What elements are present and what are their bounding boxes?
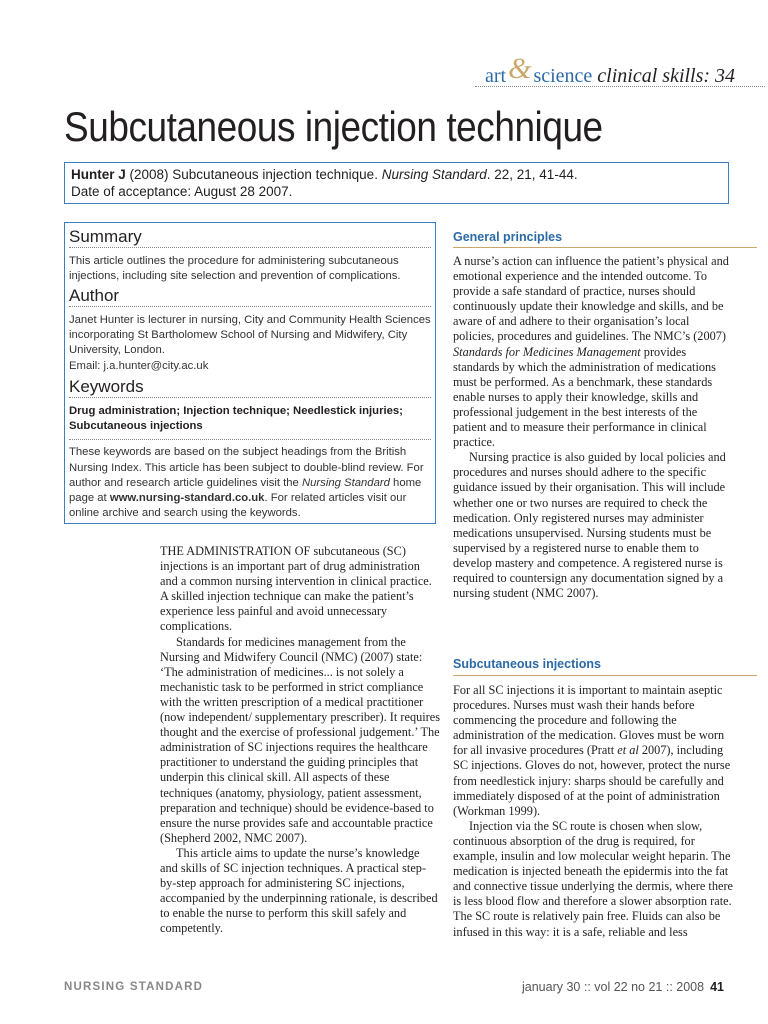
sc-paragraph-2: Injection via the SC route is chosen when slow, continuous absorption of the drug is required, for example, insulin and low molecular weight heparin. The medication is injected beneath the epidermis into the fat and connective tissue underlying the dermis, where there is less blood flow and therefore a slower absorption rate. The SC route is relatively pain free. Fluids can also be infused in this way: it is a safe, reliable and less	[453, 818, 734, 939]
author-rule	[69, 306, 431, 307]
keywords-heading: Keywords	[69, 377, 144, 396]
citation-text: (2008) Subcutaneous injection technique.	[125, 167, 382, 182]
keywords-note-3: . For related articles visit our online archive and search using the keywords.	[69, 492, 407, 520]
citation-ref: . 22, 21, 41-44.	[486, 167, 578, 182]
keywords-section	[65, 377, 435, 521]
summary-section	[65, 227, 435, 284]
keywords-list: Drug administration; Injection technique; Needlestick injuries; Subcutaneous injections	[69, 405, 403, 433]
gp1-italic: Standards for Medicines Management	[453, 344, 641, 359]
header-science: science	[533, 65, 593, 87]
citation-author: Hunter J	[71, 167, 126, 182]
general-principles-paragraph-2: Nursing practice is also guided by local policies and procedures and nurses should adhere to the specific guidance issued by their organisation. This will include whether one or two nurses are required to check the medication. Only registered nurses may administer medications unsupervised. Nursing students must be supervised by a registered nurse to enable them to develop mastery and competence. A registered nurse is required to countersign any documentation signed by a nursing student (NMC 2007).	[453, 450, 726, 601]
footer-page-number: 41	[710, 980, 724, 994]
general-principles-heading: General principles	[453, 230, 563, 244]
footer-issue	[522, 980, 724, 994]
header-art: art	[485, 65, 507, 87]
footer-date: january 30 :: vol 22 no 21 :: 2008	[522, 980, 705, 994]
sc1-text-a: For all SC injections it is important to maintain aseptic procedures. Nurses must wash their hands before commencing the procedure and following the administration of the medication. Gloves must be worn for all invasive procedures (Pratt	[453, 683, 725, 758]
gp1-text-a: A nurse’s action can influence the patient’s physical and emotional experience and the intended outcome. To provide a safe standard of practice, nurses should continuously update their knowledge and skills, and be aware of and adhere to their organisation’s local policies, procedures and guidelines. The NMC’s (2007)	[453, 254, 729, 344]
journal-url-link[interactable]: www.nursing-standard.co.uk	[109, 492, 265, 505]
standards-paragraph: Standards for medicines management from the Nursing and Midwifery Council (NMC) (2007) state: ‘The administration of medicines... is not solely a mechanistic task to be performed in strict compliance with the written prescription of a medical practitioner (now independent/ supplementary prescriber). It requires thought and the exercise of professional judgement.’ The administration of SC injections requires the healthcare practitioner to understand the guiding principles that underpin this clinical skill. All aspects of these techniques (anatomy, physiology, patient assessment, preparation and technique) should be evidence-based to ensure the nurse provides safe and accountable practice (Shepherd 2002, NMC 2007).	[160, 634, 440, 845]
sc1-text-b: 2007), including SC injections. Gloves do not, however, protect the nurse from needlestick injury: sharps should be carefully and immediately disposed of at the point of administration (Workman 1999).	[453, 743, 731, 818]
summary-heading: Summary	[69, 227, 142, 246]
summary-text: This article outlines the procedure for administering subcutaneous injections, including site selection and prevention of complications.	[69, 255, 401, 283]
keywords-note	[65, 445, 435, 521]
header-series: clinical skills: 34	[597, 65, 736, 87]
section-header	[485, 52, 736, 90]
body-column-2	[453, 254, 733, 601]
footer-journal-name: NURSING STANDARD	[64, 981, 204, 993]
author-heading: Author	[69, 286, 120, 305]
summary-rule	[69, 247, 431, 248]
aims-paragraph: This article aims to update the nurse’s knowledge and skills of SC injection techniques. A practical step-by-step approach for administering SC injections, accompanied by the underpinning rationale, is described to enable the nurse to perform this skill safely and competently.	[160, 845, 438, 936]
general-principles-paragraph-1	[453, 254, 733, 450]
general-principles-rule	[453, 247, 757, 248]
keywords-note-1: These keywords are based on the subject headings from the British Nursing Index. This article has been subject to double-blind review. For author and research article guidelines visit the	[69, 446, 424, 489]
subcutaneous-injections-heading: Subcutaneous injections	[453, 657, 601, 671]
author-section	[65, 286, 435, 374]
abstract-box	[64, 222, 436, 524]
citation-journal: Nursing Standard	[381, 167, 487, 182]
keywords-divider	[69, 439, 431, 440]
header-ampersand: &	[508, 52, 532, 85]
keywords-note-journal: Nursing Standard	[301, 476, 390, 489]
author-email: Email: j.a.hunter@city.ac.uk	[69, 359, 209, 372]
intro-paragraph: THE ADMINISTRATION OF subcutaneous (SC) injections is an important part of drug administration and a common nursing intervention in clinical practice. A skilled injection technique can make the patient’s experience less painful and avoid unnecessary complications.	[160, 544, 432, 634]
citation-box	[64, 162, 729, 204]
subcutaneous-injections-rule	[453, 675, 757, 676]
sc-paragraph-1	[453, 683, 733, 819]
article-title: Subcutaneous injection technique	[64, 103, 603, 150]
sc1-italic: et al	[617, 743, 639, 758]
gp1-text-b: provides standards by which the administration of medications must be performed. As a benchmark, these standards enable nurses to apply their knowledge, skills and professional judgement in the best interests of the patient and to measure their performance in clinical practice.	[453, 344, 716, 450]
body-column-1	[160, 544, 440, 936]
citation-acceptance: Date of acceptance: August 28 2007.	[71, 184, 293, 199]
keywords-note-2: home page at	[69, 476, 422, 505]
author-text: Janet Hunter is lecturer in nursing, City and Community Health Sciences incorporating St Bartholomew School of Nursing and Midwifery, City University, London.	[69, 314, 431, 357]
keywords-rule	[69, 397, 431, 398]
body-column-3	[453, 683, 733, 940]
